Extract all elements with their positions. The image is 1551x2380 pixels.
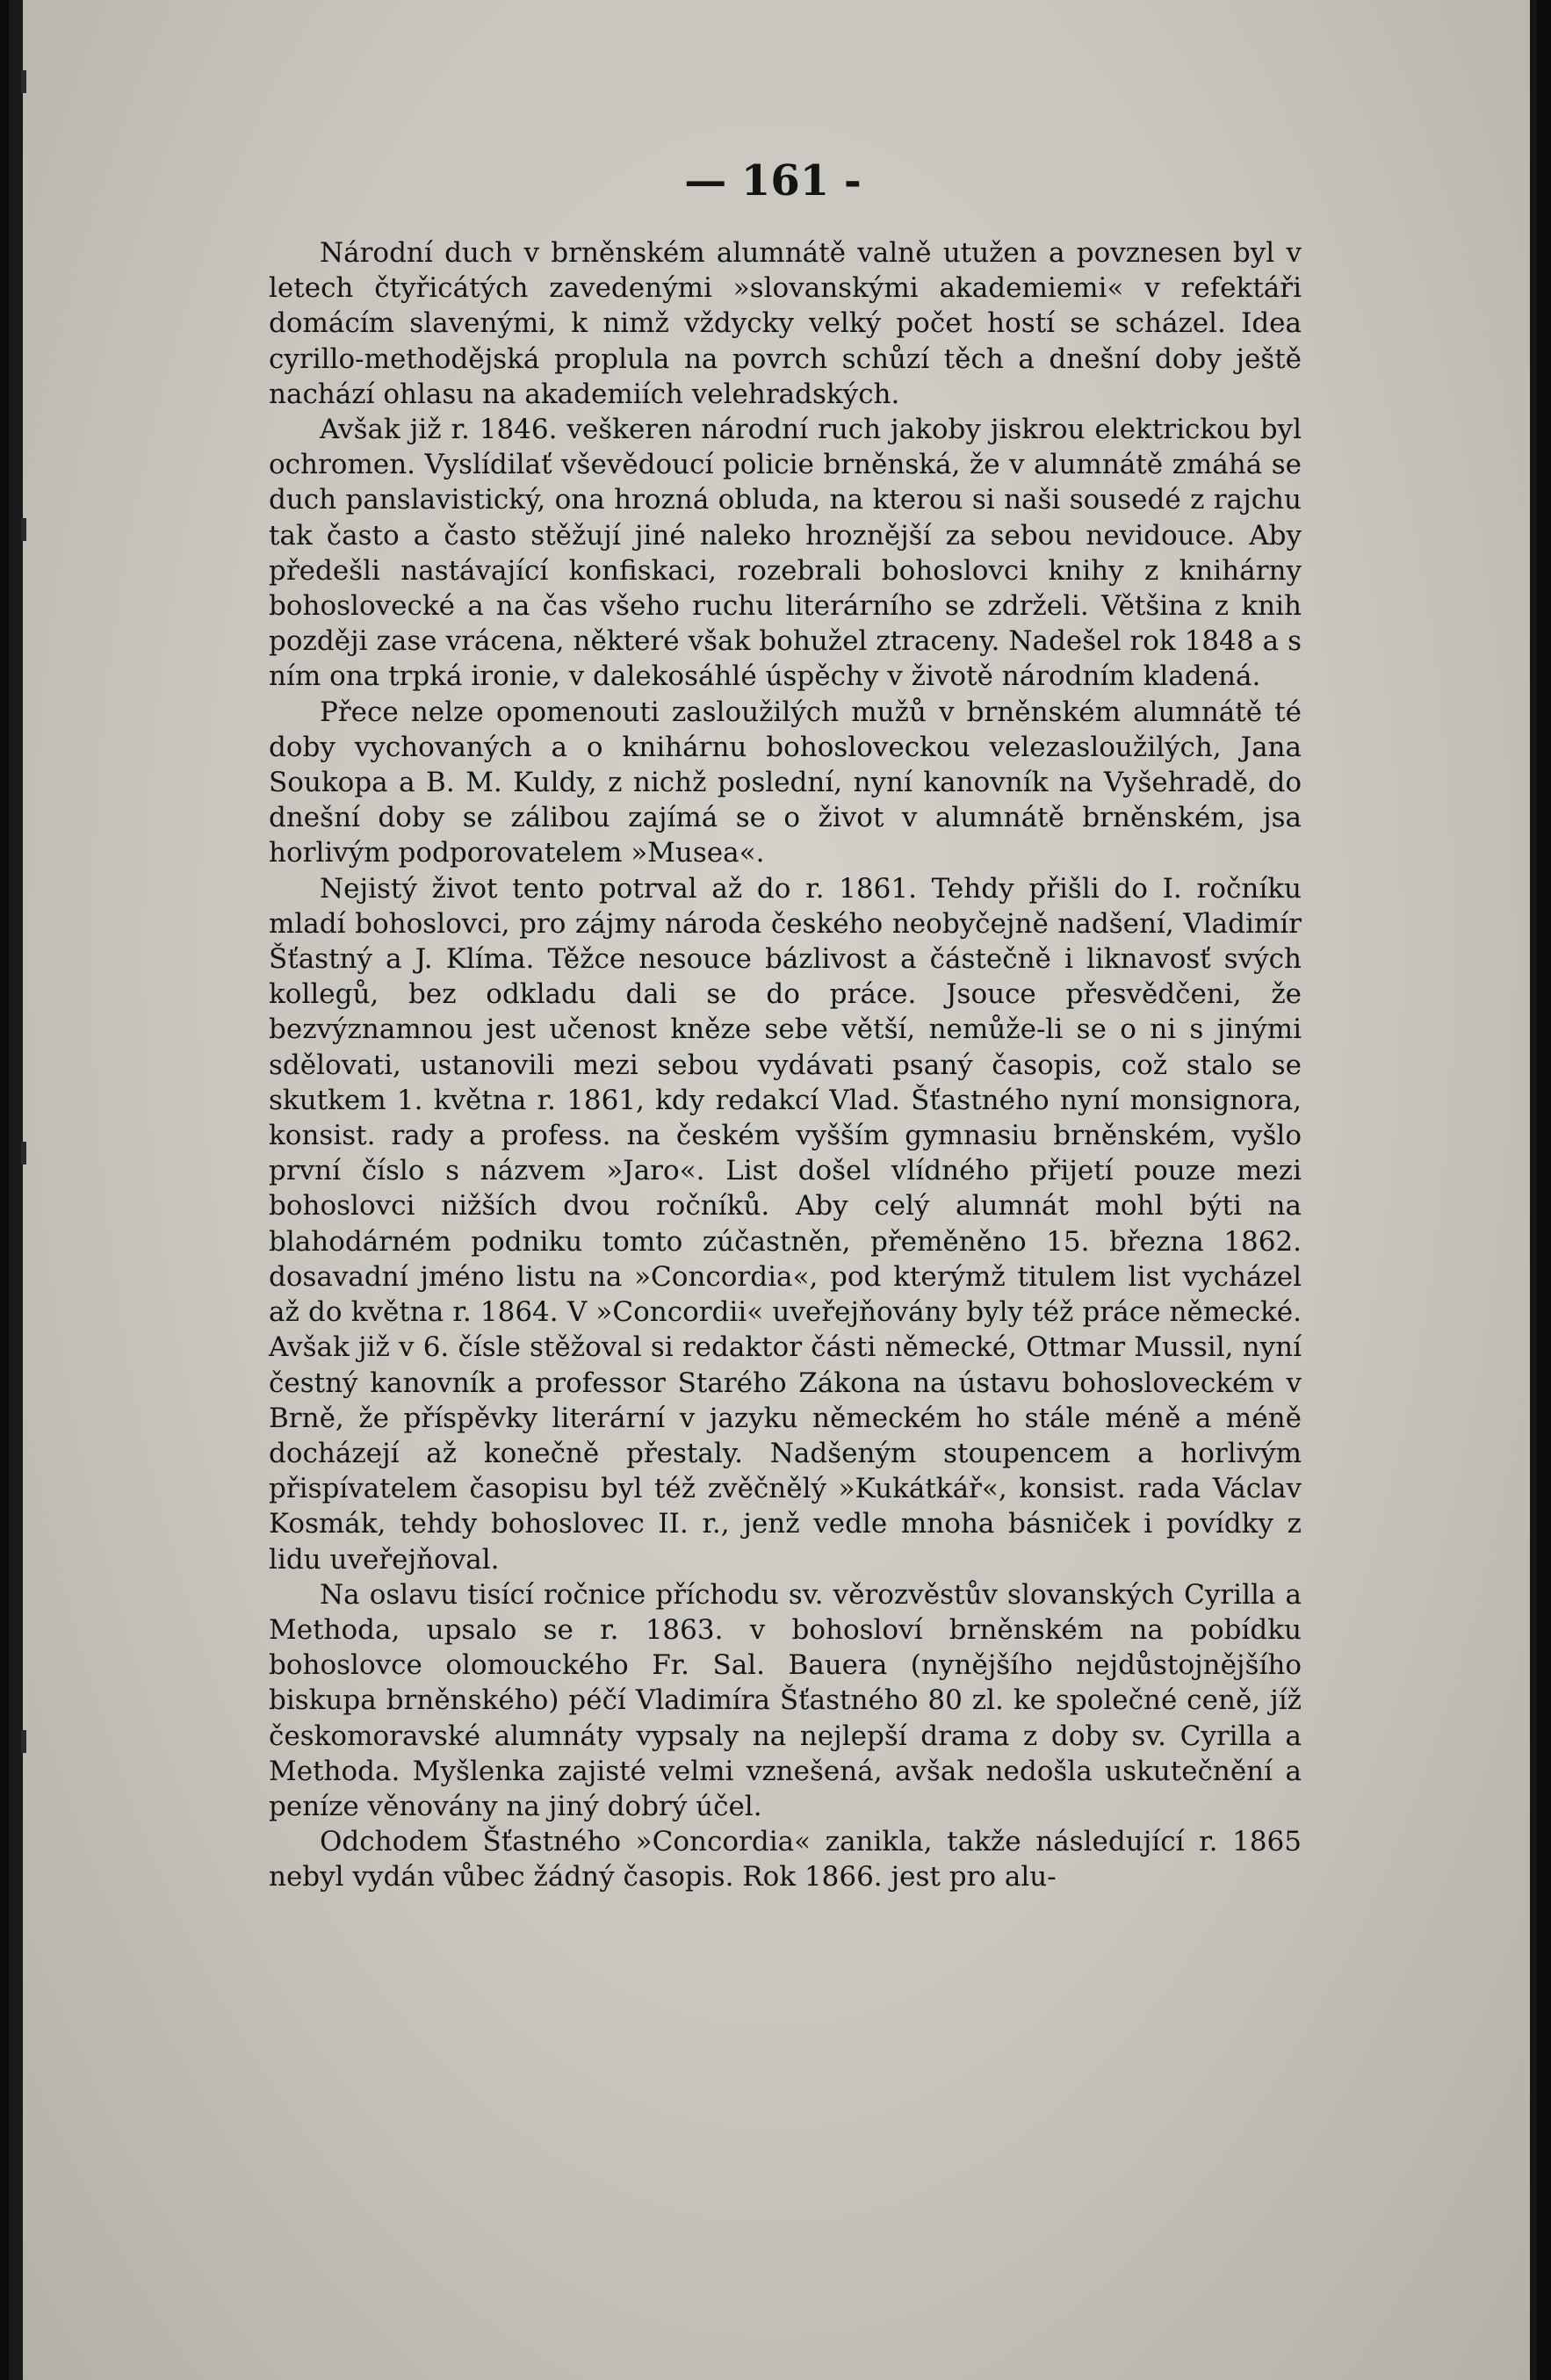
binding-mark [21, 1142, 26, 1165]
body-text [269, 235, 1302, 1895]
paragraph: Národní duch v brněnském alumnátě valně utužen a povznesen byl v letech čtyřicátých zavedenými »slovanskými akademiemi« v refektáři domácím slavenými, k nimž vždycky velký počet hostí se scházel. Idea cyrillo-methodějská proplula na povrch schůzí těch a dnešní doby ještě nachází ohlasu na akademiích velehradských. [269, 237, 1302, 410]
binding-mark [21, 518, 26, 541]
binding-mark [21, 70, 26, 93]
page-left-edge [9, 0, 23, 2380]
paragraph: Přece nelze opomenouti zasloužilých mužů v brněnském alumnátě té doby vychovaných a o knihárnu bohosloveckou velezasloužilých, Jana Soukopa a B. M. Kuldy, z nichž poslední, nyní kanovník na Vyšehradě, do dnešní doby se zálibou zajímá se o život v alumnátě brněnském, jsa horlivým podporovatelem »Musea«. [269, 696, 1302, 869]
binding-mark [21, 1730, 26, 1753]
paragraph: Nejistý život tento potrval až do r. 1861. Tehdy přišli do I. ročníku mladí bohoslovci, pro zájmy národa českého neobyčejně nadšení, Vladimír Šťastný a J. Klíma. Těžce nesouce bázlivost a částečně i liknavosť svých kollegů, bez odkladu dali se do práce. Jsouce přesvědčeni, že bezvýznamnou jest učenost kněze sebe větší, nemůže-li se o ni s jinými sdělovati, ustanovili mezi sebou vydávati psaný časopis, což stalo se skutkem 1. května r. 1861, kdy redakcí Vlad. Šťastného nyní monsignora, konsist. rady a profess. na českém vyšším gymnasiu brněnském, vyšlo první číslo s názvem »Jaro«. List došel vlídného přijetí pouze mezi bohoslovci nižších dvou ročníků. Aby celý alumnát mohl býti na blahodárném podniku tomto zúčastněn, přeměněno 15. března 1862. dosavadní jméno listu na »Concordia«, pod kterýmž titulem list vycházel až do května r. 1864. V »Concordii« uveřejňovány byly též práce německé. Avšak již v 6. čísle stěžoval si redaktor části německé, Ottmar Mussil, nyní čestný kanovník a professor Starého Zákona na ústavu bohosloveckém v Brně, že příspěvky literární v jazyku německém ho stále méně a méně docházejí až konečně přestaly. Nadšeným stoupencem a horlivým přispívatelem časopisu byl též zvěčnělý »Kukátkář«, konsist. rada Václav Kosmák, tehdy bohoslovec II. r., jenž vedle mnoha básniček i povídky z lidu uveřejňoval. [269, 872, 1302, 1576]
scanned-page [9, 0, 1537, 2380]
page-number: — 161 - [684, 156, 862, 206]
paragraph: Avšak již r. 1846. veškeren národní ruch jakoby jiskrou elektrickou byl ochromen. Vyslídilať vševědoucí policie brněnská, že v alumnátě zmáhá se duch panslavistický, ona hrozná obluda, na kterou si naši sousedé z rajchu tak často a často stěžují jiné naleko hroznější za sebou nevidouce. Aby předešli nastávající konfiskaci, rozebrali bohoslovci knihy z knihárny bohoslovecké a na čas všeho ruchu literárního se zdrželi. Většina z knih později zase vrácena, některé však bohužel ztraceny. Nadešel rok 1848 a s ním ona trpká ironie, v dalekosáhlé úspěchy v životě národním kladená. [269, 414, 1302, 693]
paragraph: Odchodem Šťastného »Concordia« zanikla, takže následující r. 1865 nebyl vydán vůbec žádný časopis. Rok 1866. jest pro alu- [269, 1826, 1302, 1893]
paragraph: Na oslavu tisící ročnice příchodu sv. věrozvěstův slovanských Cyrilla a Methoda, upsalo se r. 1863. v bohosloví brněnském na pobídku bohoslovce olomouckého Fr. Sal. Bauera (nynějšího nejdůstojnějšího biskupa brněnského) péčí Vladimíra Šťastného 80 zl. ke společné ceně, jíž českomoravské alumnáty vypsaly na nejlepší drama z doby sv. Cyrilla a Methoda. Myšlenka zajisté velmi vznešená, avšak nedošla uskutečnění a peníze věnovány na jiný dobrý účel. [269, 1578, 1302, 1822]
page-right-edge [1530, 0, 1537, 2380]
